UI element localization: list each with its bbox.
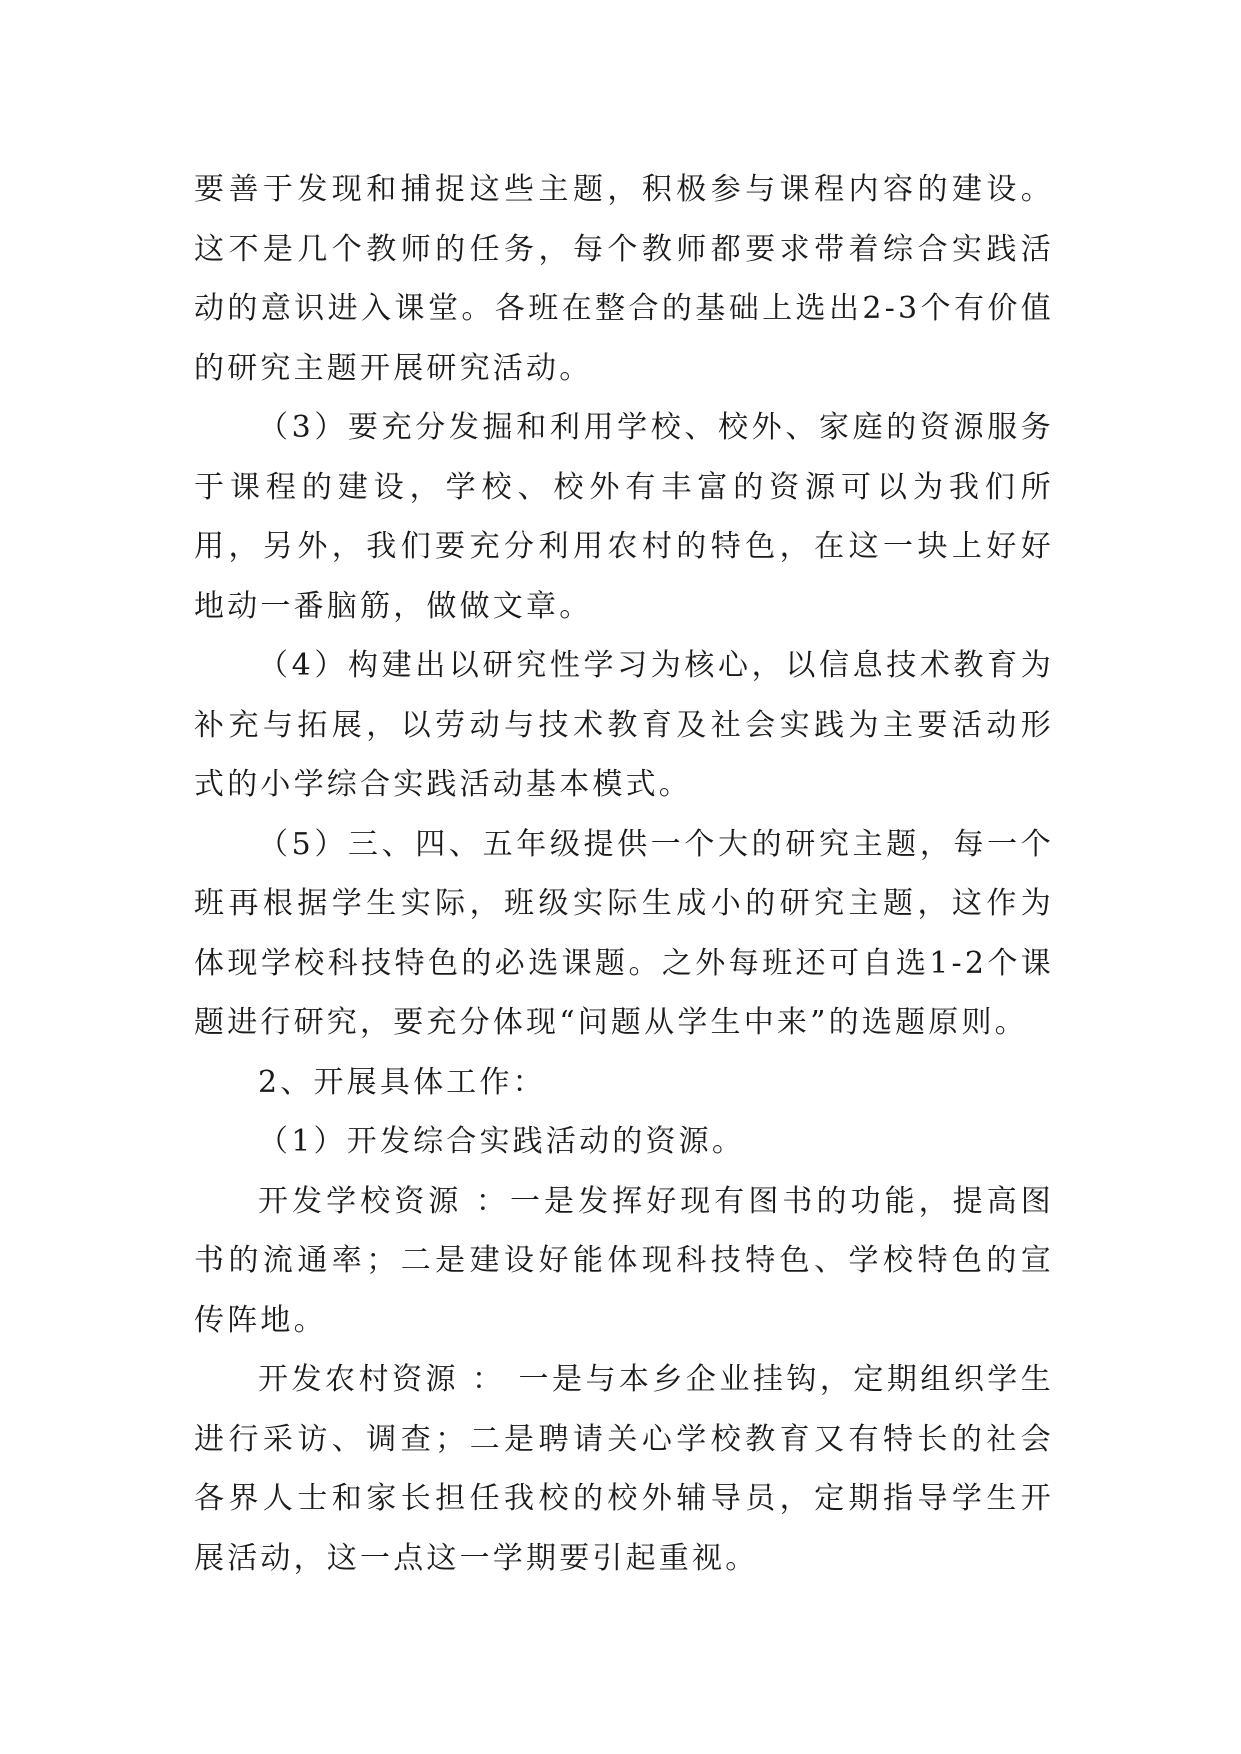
subheading-resources: （1）开发综合实践活动的资源。: [258, 1124, 746, 1159]
paragraph-rural-resources: 开发农村资源 ： 一是与本乡企业挂钩，定期组织学生进行采访、调查；二是聘请关心学校教育又有特长的社会各界人士和家长担任我校的校外辅导员，定期指导学生开展活动，这一点这一学期要引起重视。: [194, 1362, 1054, 1576]
document-body: [194, 160, 1054, 1588]
paragraph-school-resources: 开发学校资源 ：一是发挥好现有图书的功能，提高图书的流通率；二是建设好能体现科技特色、学校特色的宣传阵地。: [194, 1183, 1054, 1338]
section-heading-work: 2、开展具体工作：: [258, 1064, 546, 1100]
paragraph-intro: 要善于发现和捕捉这些主题，积极参与课程内容的建设。这不是几个教师的任务，每个教师都要求带着综合实践活动的意识进入课堂。各班在整合的基础上选出2-3个有价值的研究主题开展研究活动。: [194, 172, 1054, 386]
paragraph-item-4: （4）构建出以研究性学习为核心，以信息技术教育为补充与拓展，以劳动与技术教育及社会实践为主要活动形式的小学综合实践活动基本模式。: [194, 648, 1054, 802]
paragraph-item-3: （3）要充分发掘和利用学校、校外、家庭的资源服务于课程的建设，学校、校外有丰富的资源可以为我们所用，另外，我们要充分利用农村的特色，在这一块上好好地动一番脑筋，做做文章。: [194, 410, 1054, 624]
paragraph-item-5: （5）三、四、五年级提供一个大的研究主题，每一个班再根据学生实际，班级实际生成小的研究主题，这作为体现学校科技特色的必选课题。之外每班还可自选1-2个课题进行研究，要充分体现“问题从学生中来”的选题原则。: [194, 826, 1054, 1040]
